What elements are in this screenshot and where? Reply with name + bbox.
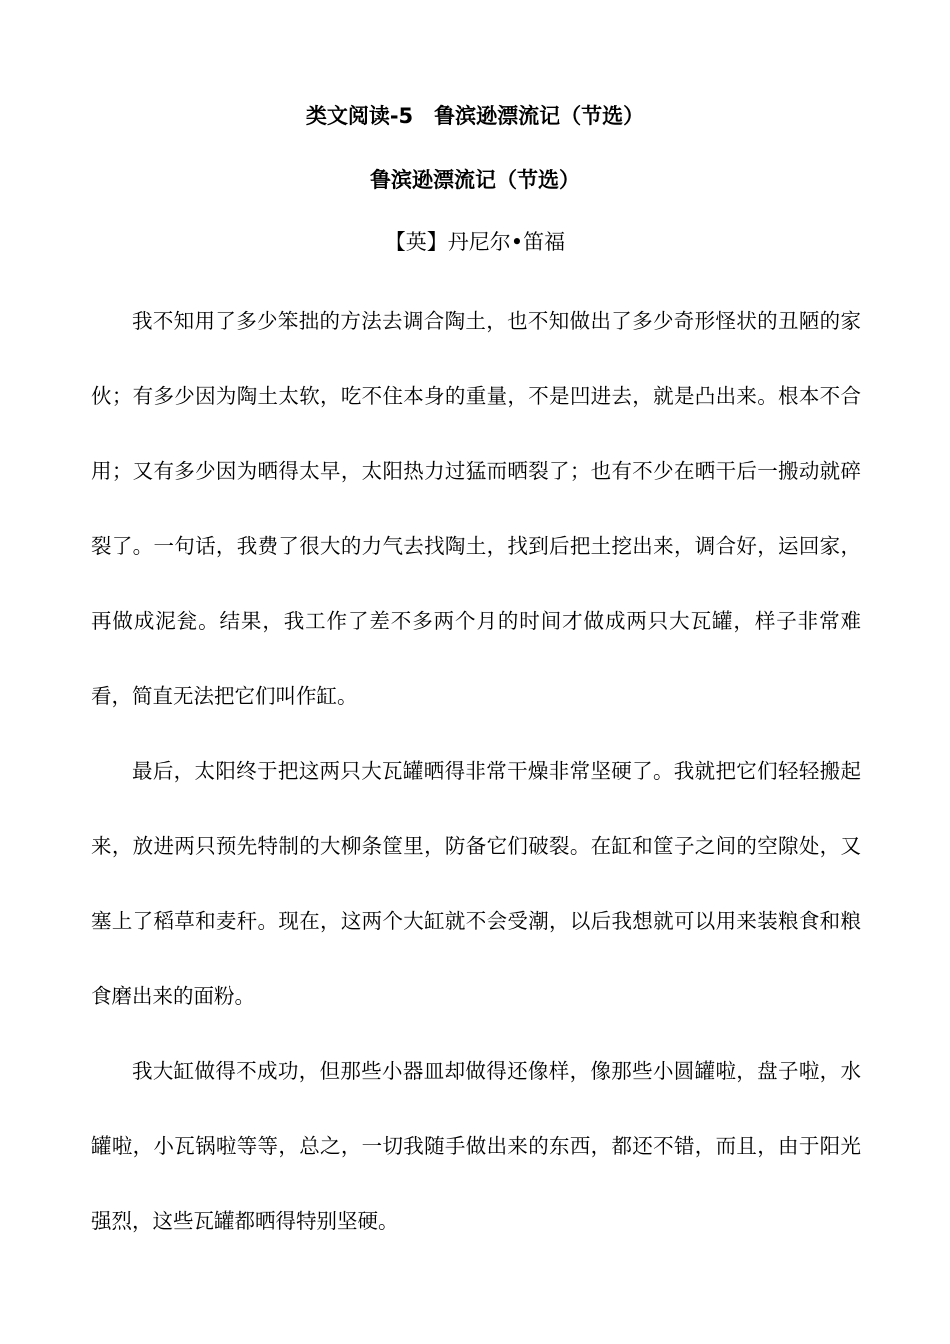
author-line: 【英】丹尼尔•笛福: [384, 230, 566, 254]
paragraph-2: 最后，太阳终于把这两只大瓦罐晒得非常干燥非常坚硬了。我就把它们轻轻搬起来，放进两只预先特制的大柳条筐里，防备它们破裂。在缸和筐子之间的空隙处，又塞上了稻草和麦秆。现在，这两个大缸就不会受潮，以后我想就可以用来装粮食和粮食磨出来的面粉。: [91, 759, 861, 1008]
story-title: 鲁滨逊漂流记（节选）: [370, 167, 580, 192]
paragraph-1: 我不知用了多少笨拙的方法去调合陶土，也不知做出了多少奇形怪状的丑陋的家伙；有多少因为陶土太软，吃不住本身的重量，不是凹进去，就是凸出来。根本不合用；又有多少因为晒得太早，太阳热力过猛而晒裂了；也有不少在晒干后一搬动就碎裂了。一句话，我费了很大的力气去找陶土，找到后把土挖出来，调合好，运回家，再做成泥瓮。结果，我工作了差不多两个月的时间才做成两只大瓦罐，样子非常难看，简直无法把它们叫作缸。: [91, 309, 861, 708]
article-body: [91, 284, 861, 1259]
paragraph-3: 我大缸做得不成功，但那些小器皿却做得还像样，像那些小圆罐啦，盘子啦，水罐啦，小瓦锅啦等等，总之，一切我随手做出来的东西，都还不错，而且，由于阳光强烈，这些瓦罐都晒得特别坚硬。: [91, 1059, 861, 1233]
document-title: 类文阅读-5 鲁滨逊漂流记（节选）: [305, 104, 645, 128]
